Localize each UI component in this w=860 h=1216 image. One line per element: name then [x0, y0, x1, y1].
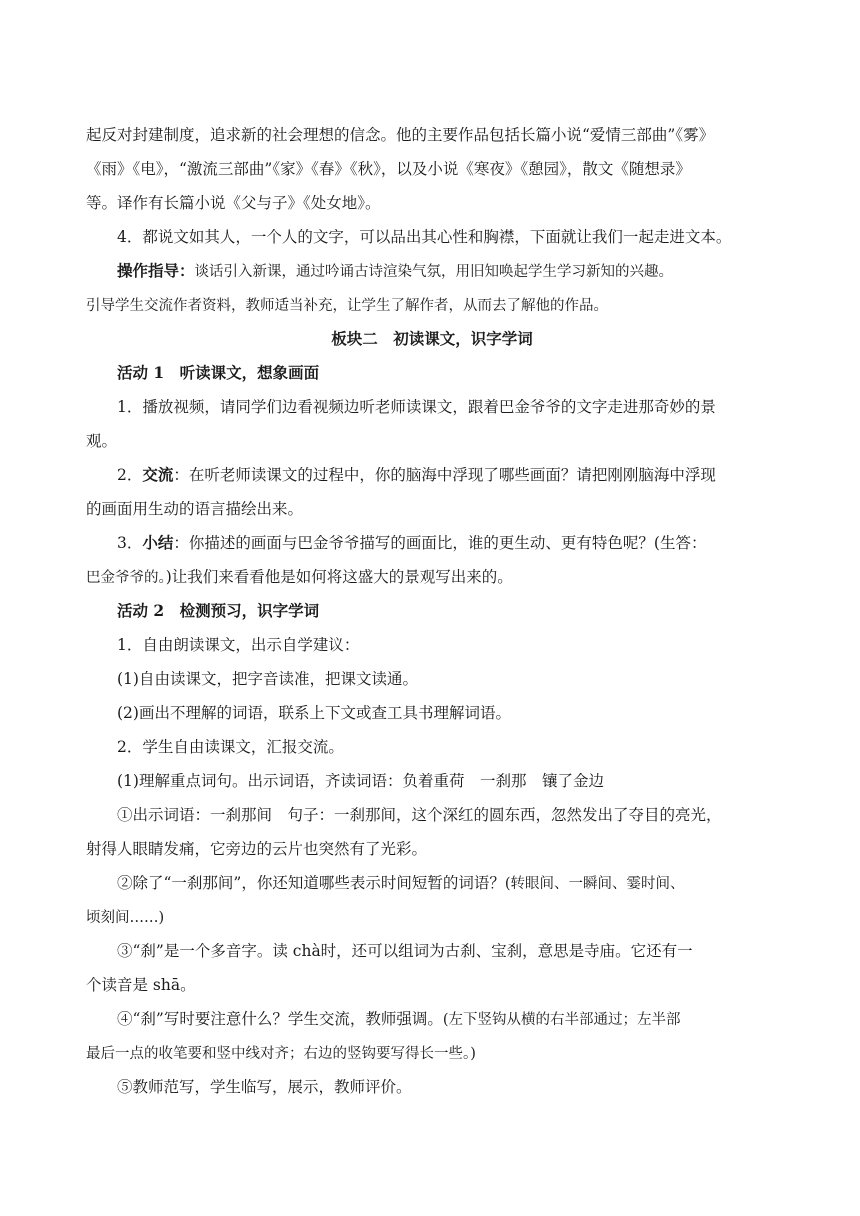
text-line — [86, 152, 778, 186]
text-segment: 等。译作有长篇小说《父与子》《处女地》。 — [86, 194, 381, 212]
text-line — [86, 662, 778, 696]
text-segment: (转眼间、一瞬间、霎时间、 — [504, 876, 685, 892]
text-segment: 巴金爷爷的。 — [86, 570, 166, 586]
text-segment: ：你描述的画面与巴金爷爷描写的画面比，谁的更生动、更有特色呢？(生答： — [173, 534, 707, 552]
section-heading — [86, 322, 778, 356]
text-segment: 谈话引入新课，通过吟诵古诗渲染气氛，用旧知唤起学生学习新知的兴趣。 — [194, 264, 674, 280]
text-line — [86, 186, 778, 220]
text-line — [86, 730, 778, 764]
bold-label: 活动 2 检测预习，识字学词 — [117, 601, 320, 620]
text-line — [86, 526, 778, 560]
text-segment: (左下竖钩从横的右半部通过；左半部 — [442, 1012, 681, 1028]
text-line — [86, 696, 778, 730]
text-segment: 顷刻间……) — [86, 910, 165, 926]
text-line — [86, 900, 778, 934]
text-segment: ⑤教师范写，学生临写，展示，教师评价。 — [117, 1078, 412, 1096]
text-segment: ②除了“一刹那间”，你还知道哪些表示时间短暂的词语？ — [117, 874, 505, 892]
text-segment: (1)理解重点词句。出示词语，齐读词语：负着重荷 一刹那 镶了金边 — [117, 772, 604, 790]
text-line — [86, 866, 778, 900]
text-segment: 2．学生自由读课文，汇报交流。 — [117, 738, 344, 756]
text-line — [86, 254, 778, 288]
text-segment: 1．自由朗读课文，出示自学建议： — [117, 636, 360, 654]
text-segment: 1．播放视频，请同学们边看视频边听老师读课文，跟着巴金爷爷的文字走进那奇妙的景 — [117, 398, 716, 416]
text-line — [86, 492, 778, 526]
bold-label: 操作指导： — [117, 261, 195, 280]
text-segment: (2)画出不理解的词语，联系上下文或查工具书理解词语。 — [117, 704, 511, 722]
text-segment: 3． — [117, 534, 143, 552]
text-segment: ④“刹”写时要注意什么？学生交流，教师强调。 — [117, 1010, 443, 1028]
bold-label: 小结 — [142, 533, 174, 552]
text-line — [86, 832, 778, 866]
text-line — [86, 424, 778, 458]
text-segment: (1)自由读课文，把字音读准，把课文读通。 — [117, 670, 418, 688]
text-line — [86, 1070, 778, 1104]
text-line — [86, 390, 778, 424]
text-segment: )让我们来看看他是如何将这盛大的景观写出来的。 — [165, 568, 513, 586]
text-line — [86, 1036, 778, 1070]
text-line — [86, 356, 778, 390]
bold-label: 交流 — [142, 465, 174, 484]
text-line — [86, 220, 778, 254]
text-segment: 《雨》《电》，“激流三部曲”《家》《春》《秋》，以及小说《寒夜》《憩园》，散文《随想录》 — [86, 160, 691, 178]
document-body — [86, 118, 778, 1104]
text-line — [86, 288, 778, 322]
text-line — [86, 798, 778, 832]
text-segment: 最后一点的收笔要和竖中线对齐；右边的竖钩要写得长一些。) — [86, 1046, 476, 1062]
text-segment: 4．都说文如其人，一个人的文字，可以品出其心性和胸襟，下面就让我们一起走进文本。 — [117, 228, 732, 246]
text-line — [86, 458, 778, 492]
text-line — [86, 628, 778, 662]
text-segment: 射得人眼睛发痛，它旁边的云片也突然有了光彩。 — [86, 840, 428, 858]
text-segment: 观。 — [86, 432, 118, 450]
text-segment: 2． — [117, 466, 143, 484]
text-line — [86, 934, 778, 968]
text-line — [86, 968, 778, 1002]
text-segment: ③“刹”是一个多音字。读 chà时，还可以组词为古刹、宝刹，意思是寺庙。它还有一 — [117, 942, 693, 960]
bold-label: 活动 1 听读课文，想象画面 — [117, 363, 320, 382]
text-segment: 引导学生交流作者资料，教师适当补充，让学生了解作者，从而去了解他的作品。 — [86, 298, 608, 314]
text-segment: ：在听老师读课文的过程中，你的脑海中浮现了哪些画面？请把刚刚脑海中浮现 — [173, 466, 716, 484]
text-segment: ①出示词语：一刹那间 句子：一刹那间，这个深红的圆东西，忽然发出了夺目的亮光， — [117, 806, 722, 824]
text-segment: 起反对封建制度，追求新的社会理想的信念。他的主要作品包括长篇小说“爱情三部曲”《雾》 — [86, 126, 715, 144]
text-line — [86, 560, 778, 594]
text-line — [86, 594, 778, 628]
text-line — [86, 764, 778, 798]
text-line — [86, 118, 778, 152]
text-segment: 个读音是 shā。 — [86, 976, 196, 994]
text-line — [86, 1002, 778, 1036]
text-segment: 板块二 初读课文，识字学词 — [331, 329, 533, 348]
text-segment: 的画面用生动的语言描绘出来。 — [86, 500, 304, 518]
